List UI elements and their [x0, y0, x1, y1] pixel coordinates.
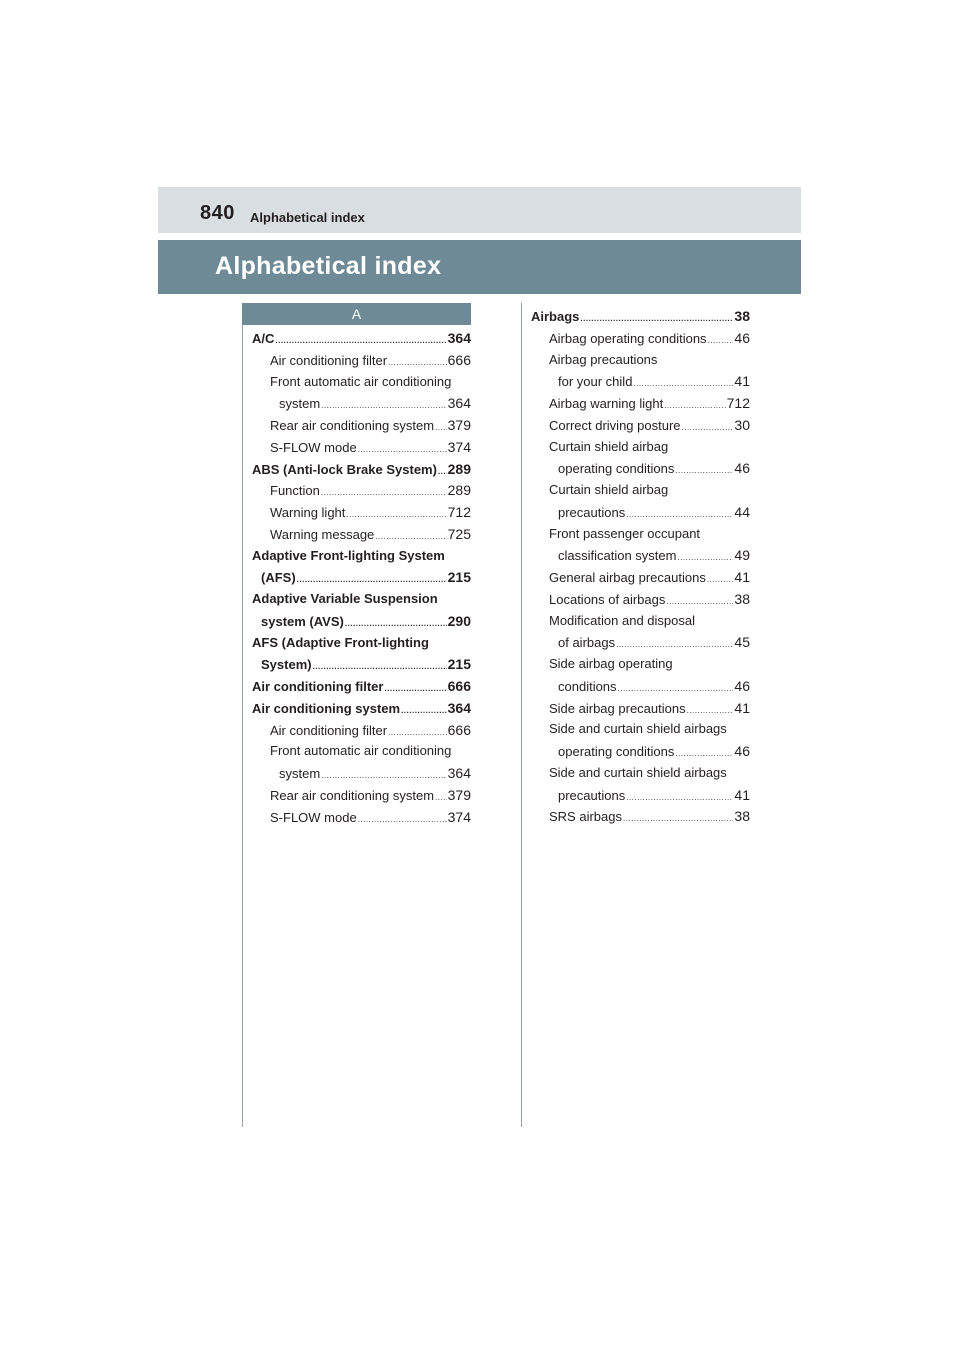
dot-leader: [616, 640, 733, 649]
dot-leader: [708, 336, 734, 345]
dot-leader: [438, 467, 447, 476]
dot-leader: [321, 771, 446, 780]
index-entry-label: Air conditioning filter: [270, 352, 388, 368]
index-entry[interactable]: [261, 613, 471, 629]
index-entry[interactable]: [279, 395, 471, 411]
index-entry-label: Function: [270, 483, 320, 499]
index-entry-page: 38: [734, 590, 750, 607]
index-entry-page: 289: [447, 460, 471, 477]
index-entry-page: 46: [734, 329, 750, 346]
index-entry-label: A/C: [252, 331, 275, 346]
index-entry-page: 289: [447, 482, 471, 499]
index-entry-page: 41: [734, 786, 750, 803]
index-entry-label: General airbag precautions: [549, 570, 706, 585]
index-entry[interactable]: [549, 330, 750, 346]
index-entry-page: 46: [734, 743, 750, 759]
index-entry[interactable]: [549, 700, 750, 716]
index-entry-continued: Side and curtain shield airbags: [549, 721, 727, 737]
index-entry[interactable]: [270, 504, 471, 520]
index-entry-label: system (AVS): [261, 613, 344, 629]
index-entry-page: 44: [734, 503, 750, 520]
index-entry[interactable]: [558, 678, 750, 694]
index-entry-label: Air conditioning filter: [252, 679, 384, 694]
index-entry-page: 666: [447, 678, 471, 694]
index-entry-continued: Adaptive Front-lighting System: [252, 547, 445, 563]
index-entry-label: ABS (Anti-lock Brake System): [252, 461, 437, 477]
index-entry-label: Rear air conditioning system: [270, 787, 435, 803]
index-entry[interactable]: [270, 482, 471, 498]
index-entry-page: 364: [447, 699, 471, 716]
index-entry-page: 712: [447, 504, 471, 520]
index-entry-page: 30: [734, 416, 750, 433]
index-entry[interactable]: [549, 808, 750, 824]
index-entry-page: 364: [447, 765, 471, 781]
dot-leader: [401, 706, 447, 715]
index-entry-page: 41: [734, 373, 750, 390]
index-entry-label: Locations of airbags: [549, 591, 666, 607]
dot-leader: [346, 510, 446, 519]
dot-leader: [358, 445, 447, 454]
index-entry-label: Warning message: [270, 526, 375, 542]
index-entry[interactable]: [252, 678, 471, 694]
dot-leader: [345, 619, 447, 628]
index-entry-label: Rear air conditioning system: [270, 418, 435, 433]
index-entry-label: operating conditions: [558, 744, 675, 759]
index-entry-label: S-FLOW mode: [270, 809, 357, 825]
index-entry-continued: Adaptive Variable Suspension: [252, 591, 438, 606]
index-entry[interactable]: [558, 504, 750, 520]
dot-leader: [358, 815, 447, 824]
dot-leader: [375, 532, 446, 541]
index-entry-label: Airbag operating conditions: [549, 330, 707, 346]
index-entry[interactable]: [558, 787, 750, 803]
index-entry-page: 666: [447, 351, 471, 368]
dot-leader: [321, 488, 447, 497]
index-entry-continued: Front automatic air conditioning: [270, 373, 452, 389]
dot-leader: [384, 684, 446, 693]
index-entry[interactable]: [252, 461, 471, 477]
index-entry-label: conditions: [558, 678, 617, 694]
index-entry-continued: Side and curtain shield airbags: [549, 764, 727, 780]
index-entry-page: 41: [734, 699, 750, 716]
index-entry-label: system: [279, 766, 321, 781]
dot-leader: [313, 662, 447, 671]
dot-leader: [321, 401, 446, 410]
index-entry-label: system: [279, 396, 321, 412]
page-number: 840: [200, 202, 235, 224]
index-entry[interactable]: [279, 765, 471, 781]
left-column-rule: [242, 303, 243, 1127]
dot-leader: [435, 423, 447, 432]
index-entry-page: 215: [447, 656, 471, 673]
index-entry[interactable]: [558, 743, 750, 759]
index-entry[interactable]: [270, 352, 471, 368]
index-entry-page: 46: [734, 677, 750, 694]
index-entry[interactable]: [549, 591, 750, 607]
index-entry[interactable]: [558, 634, 750, 650]
index-entry-page: 290: [447, 612, 471, 629]
dot-leader: [677, 553, 733, 562]
index-entry-page: 666: [447, 721, 471, 738]
dot-leader: [675, 749, 733, 758]
index-entry-label: for your child: [558, 374, 633, 390]
index-entry[interactable]: [270, 417, 471, 433]
index-entry[interactable]: [261, 656, 471, 672]
index-entry-label: Airbag warning light: [549, 396, 664, 411]
index-entry-page: 374: [447, 808, 471, 825]
index-entry-continued: Airbag precautions: [549, 351, 658, 367]
index-entry[interactable]: [252, 330, 471, 346]
dot-leader: [618, 684, 734, 693]
index-entry[interactable]: [549, 417, 750, 433]
index-entry-page: 379: [447, 417, 471, 433]
index-entry-label: Air conditioning system: [252, 700, 401, 716]
index-entry-label: Side airbag precautions: [549, 700, 686, 716]
index-entry-page: 215: [447, 569, 471, 586]
index-entry-page: 364: [447, 395, 471, 412]
index-entry[interactable]: [270, 787, 471, 803]
dot-leader: [580, 314, 733, 323]
index-entry-page: 41: [734, 569, 750, 585]
right-column-rule: [521, 303, 522, 1127]
index-entry-page: 46: [734, 460, 750, 477]
index-entry-page: 45: [734, 634, 750, 651]
index-entry[interactable]: [558, 547, 750, 563]
index-entry-label: classification system: [558, 548, 677, 564]
index-entry-continued: AFS (Adaptive Front-lighting: [252, 634, 429, 650]
running-header-title: Alphabetical index: [250, 210, 365, 225]
index-entry-label: (AFS): [261, 570, 296, 586]
dot-leader: [633, 379, 733, 388]
index-entry-label: precautions: [558, 504, 626, 520]
index-entry-page: 374: [447, 438, 471, 455]
section-letter-bar: A: [242, 303, 471, 325]
index-entry[interactable]: [261, 569, 471, 585]
index-entry-label: Airbags: [531, 309, 580, 324]
dot-leader: [707, 575, 734, 584]
index-entry-label: S-FLOW mode: [270, 439, 357, 455]
dot-leader: [275, 336, 446, 345]
index-entry-label: Air conditioning filter: [270, 722, 388, 738]
index-entry[interactable]: [270, 526, 471, 542]
index-entry-label: of airbags: [558, 635, 616, 651]
index-entry-label: System): [261, 657, 312, 673]
index-entry-page: 364: [447, 330, 471, 346]
dot-leader: [675, 466, 733, 475]
index-entry[interactable]: [549, 569, 750, 585]
dot-leader: [388, 728, 447, 737]
dot-leader: [388, 358, 447, 367]
page-title: Alphabetical index: [215, 252, 442, 280]
index-entry-label: SRS airbags: [549, 809, 622, 825]
index-entry[interactable]: [252, 700, 471, 716]
index-entry-continued: Front passenger occupant: [549, 525, 701, 541]
dot-leader: [687, 706, 734, 715]
index-entry-label: Warning light: [270, 505, 346, 520]
index-entry[interactable]: [549, 395, 750, 411]
index-entry-label: precautions: [558, 787, 626, 803]
dot-leader: [682, 423, 734, 432]
dot-leader: [666, 597, 733, 606]
index-entry-page: 712: [726, 395, 750, 411]
index-entry[interactable]: [558, 373, 750, 389]
index-entry[interactable]: [270, 722, 471, 738]
index-entry-page: 49: [734, 547, 750, 564]
dot-leader: [664, 401, 725, 410]
index-entry-continued: Curtain shield airbag: [549, 438, 669, 454]
index-entry-continued: Front automatic air conditioning: [270, 743, 452, 759]
index-entry-page: 38: [734, 808, 750, 825]
index-entry[interactable]: [270, 809, 471, 825]
index-entry[interactable]: [531, 308, 750, 324]
index-entry-label: Correct driving posture: [549, 417, 681, 433]
dot-leader: [626, 793, 733, 802]
index-entry[interactable]: [270, 439, 471, 455]
dot-leader: [623, 814, 733, 823]
index-entry-page: 725: [447, 525, 471, 542]
index-entry-continued: Curtain shield airbag: [549, 482, 669, 497]
index-entry-continued: Modification and disposal: [549, 612, 695, 628]
dot-leader: [297, 575, 447, 584]
dot-leader: [435, 793, 447, 802]
dot-leader: [626, 510, 733, 519]
index-entry-continued: Side airbag operating: [549, 656, 673, 671]
index-entry-label: operating conditions: [558, 461, 675, 477]
index-entry[interactable]: [558, 460, 750, 476]
index-entry-page: 38: [734, 308, 750, 324]
index-entry-page: 379: [447, 786, 471, 803]
